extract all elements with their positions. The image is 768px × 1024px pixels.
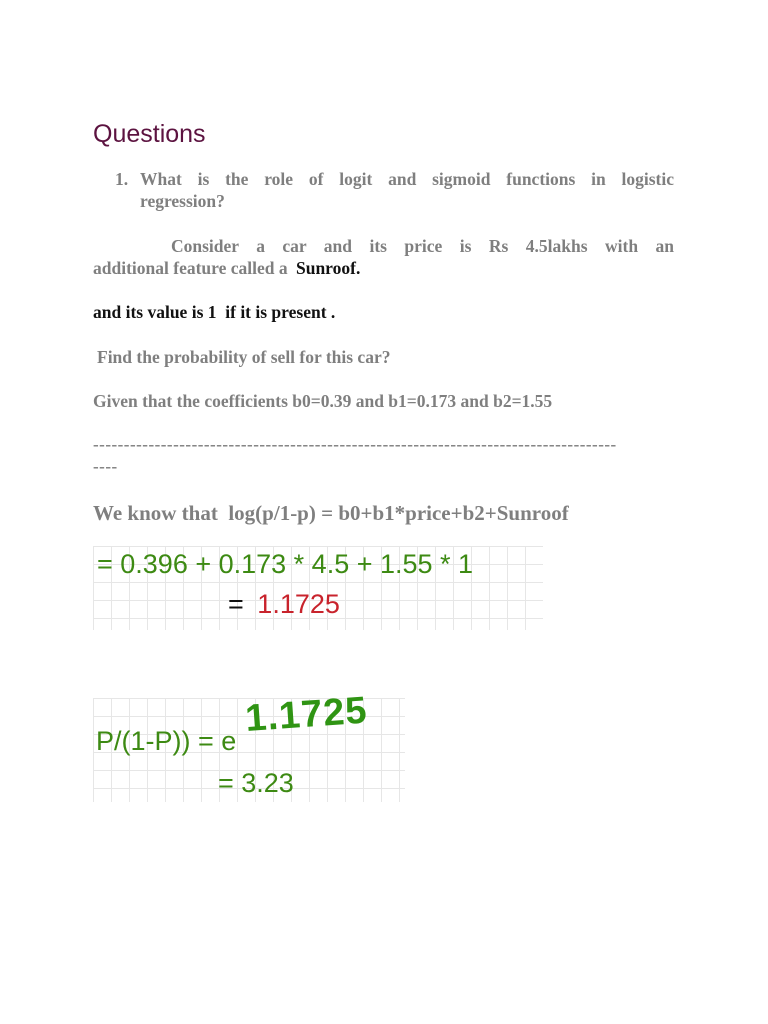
formula-statement: We know that log(p/1-p) = b0+b1*price+b2+Sunroof — [93, 501, 569, 525]
question-line-2: regression? — [140, 191, 225, 211]
sunroof-term: Sunroof. — [295, 258, 361, 278]
calc-1-line-2 — [228, 589, 340, 620]
question-number: 1. — [115, 169, 129, 189]
consider-line-1: Consider a car and its price is Rs 4.5lakhs with an — [171, 236, 674, 256]
calc-1-equals: = — [228, 589, 244, 619]
calc-1-line-1: = 0.396 + 0.173 * 4.5 + 1.55 * 1 — [97, 549, 474, 579]
question-line-1: What is the role of logit and sigmoid functions in logistic — [140, 169, 674, 189]
calculation-2-image — [93, 689, 405, 802]
calculation-1-image — [93, 546, 543, 630]
calc-2-lhs: P/(1-P)) = e — [96, 726, 237, 756]
consider-line-2-text: additional feature called a — [93, 258, 288, 278]
calc-2-exponent: 1.1725 — [244, 689, 369, 741]
calc-1-result: 1.1725 — [257, 589, 340, 619]
page-title: Questions — [93, 120, 206, 148]
consider-line-2 — [93, 258, 360, 279]
value-line: and its value is 1 if it is present . — [93, 302, 336, 322]
given-line: Given that the coefficients b0=0.39 and b1=0.173 and b2=1.55 — [93, 391, 553, 411]
divider-line-1: ------------------------------------------------------------------------------------- — [93, 435, 617, 454]
divider-line-2: ---- — [93, 457, 118, 476]
calc-2-line-2: = 3.23 — [218, 768, 294, 798]
find-line: Find the probability of sell for this car? — [97, 347, 391, 367]
